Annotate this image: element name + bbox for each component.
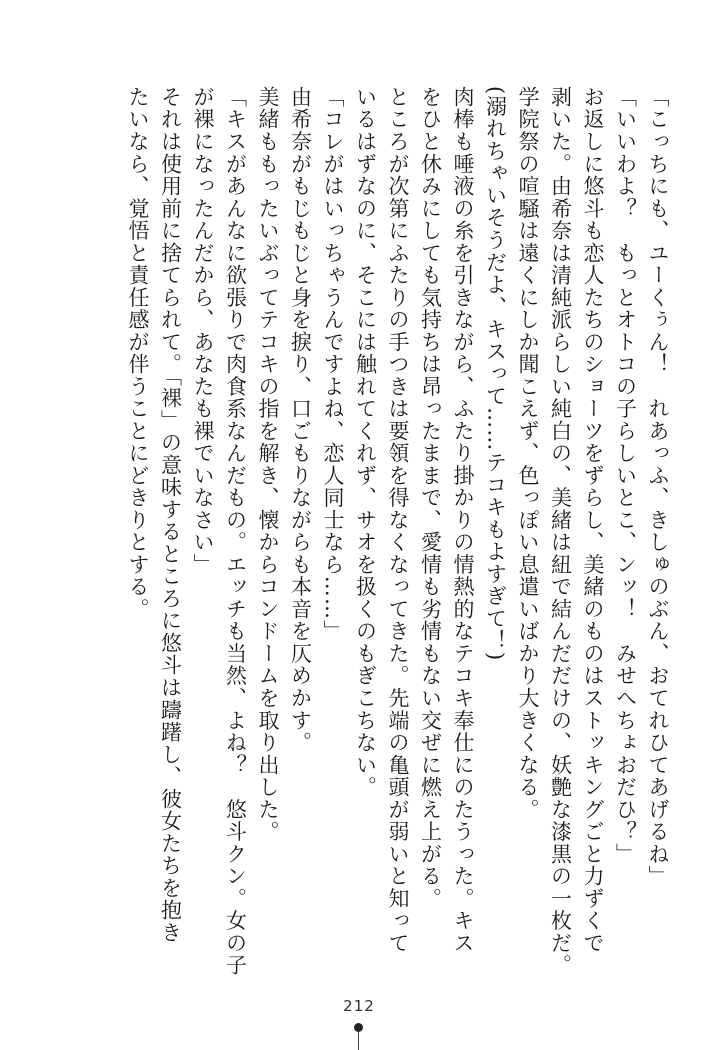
text-line: いるはずなのに、そこには触れてくれず、サオを扱くのもぎこちない。 — [353, 86, 378, 799]
text-line: が裸になったんだから、あなたも裸でいなさい」 — [191, 86, 215, 576]
text-line: 「コレがはいっちゃうんですよね、恋人同士なら……」 — [321, 86, 345, 643]
text-line: それは使用前に捨てられて。「裸」の意味するところに悠斗は躊躇し、彼女たちを抱き — [158, 86, 183, 944]
text-line: 学院祭の喧騒は遠くにしか聞こえず、色っぽい息遣いばかり大きくなる。 — [516, 86, 540, 821]
page-number: 212 — [343, 997, 375, 1015]
text-line: 「いいわよ？ もっとオトコの子らしいとこ、ンッ！ みせへちょおだひ？」 — [613, 86, 638, 866]
body-text — [114, 86, 674, 986]
text-line: 肉棒も唾液の糸を引きながら、ふたり掛かりの情熱的なテコキ奉仕にのたうった。キス — [451, 86, 475, 955]
text-line: 剥いた。由希奈は清純派らしい純白の、美緒は紐で結んだだけの、妖艶な漆黒の一枚だ。 — [548, 86, 573, 977]
text-line: 美緒ももったいぶってテコキの指を解き、懐からコンドームを取り出した。 — [256, 86, 280, 843]
text-line: 由希奈がもじもじと身を捩り、口ごもりながらも本音を仄めかす。 — [288, 86, 313, 754]
text-line: をひと休みにしても気持ちは昂ったままで、愛情も劣情もない交ぜに燃え上がる。 — [418, 86, 443, 910]
text-line: 「こっちにも、ユーくぅん！ れあっふ、きしゅのぶん、おてれひてあげるね」 — [646, 86, 670, 888]
page-marker-line — [358, 1032, 359, 1050]
text-line: たいなら、覚悟と責任感が伴うことにどきりとする。 — [126, 86, 150, 621]
text-line: 「キスがあんなに欲張りで肉食系なんだもの。エッチも当然、よね？ 悠斗クン。女の子 — [223, 86, 248, 977]
text-line: (溺れちゃいそうだよ、キスって……テコキもよすぎて！) — [483, 86, 508, 662]
page-marker-dot — [354, 1023, 363, 1032]
text-line: お返しに悠斗も恋人たちのショーツをずらし、美緒のものはストッキングごと力ずくで — [581, 86, 605, 955]
text-line: ところが次第にふたりの手つきは要領を得なくなってきた。先端の亀頭が弱いと知って — [386, 86, 410, 955]
